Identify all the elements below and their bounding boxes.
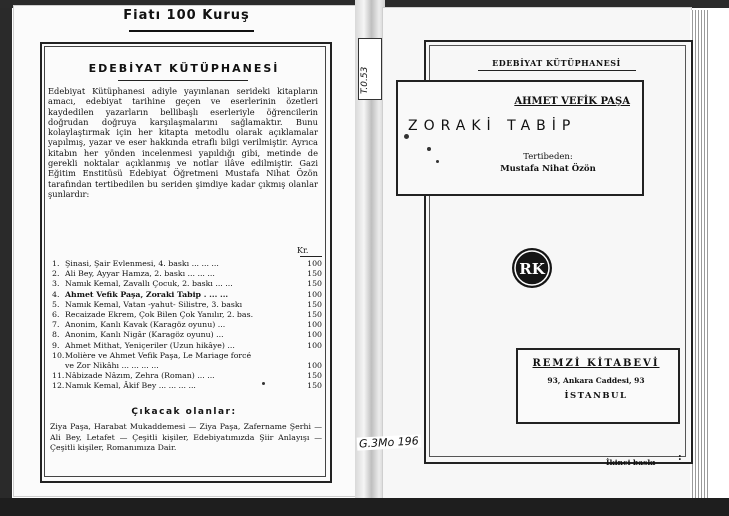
edition-note: İkinci baskı (606, 458, 656, 467)
book-title-continued: ve Zor Nikâhı ... ... ... ... (65, 360, 159, 370)
book-item (52, 320, 324, 330)
price-heading: Fiatı 100 Kuruş (123, 8, 250, 23)
book-price: 150 (307, 299, 322, 309)
book-number: 11. (52, 371, 65, 381)
book-number: 1. (52, 259, 60, 268)
series-title: EDEBİYAT KÜTÜPHANESİ (88, 62, 280, 75)
library-stamp-text: T.0.53 (360, 66, 370, 94)
book-item (52, 381, 324, 391)
forthcoming-heading: Çıkacak olanlar: (131, 407, 237, 417)
book-price: 100 (307, 340, 322, 350)
book-title: Namık Kemal, Âkif Bey ... ... ... ... (65, 381, 196, 391)
ink-speck (427, 147, 431, 151)
book-title: Namık Kemal, Zavallı Çocuk, 2. baskı ... ... (65, 279, 233, 289)
book-item (52, 330, 324, 340)
book-title: Ahmet Vefik Paşa, Zoraki Tabip . ... ... (65, 289, 229, 299)
book-price: 150 (307, 269, 322, 279)
book-title: Anonim, Kanlı Kavak (Karagöz oyunu) ... (65, 320, 226, 330)
scanner-edge-left (0, 0, 12, 516)
book-item (52, 371, 324, 381)
author-name: AHMET VEFİK PAŞA (514, 96, 630, 107)
book-item (52, 269, 324, 279)
book-item (52, 300, 324, 310)
book-title: Anonim, Kanlı Nigâr (Karagöz oyunu) ... (65, 330, 224, 340)
book-title: Şinasi, Şair Evlenmesi, 4. baskı ... ... ... (65, 259, 219, 268)
currency-label: Kr. (297, 246, 309, 255)
price-underline (129, 30, 254, 32)
library-name-rule (478, 70, 636, 71)
rk-monogram-icon (512, 248, 552, 288)
book-title: Nâbizade Nâzım, Zehra (Roman) ... ... (65, 371, 215, 381)
book-number: 5. (52, 299, 60, 309)
book-price: 100 (307, 360, 322, 370)
book-title: Recaizade Ekrem, Çok Bilen Çok Yanılır, 2. bas. (65, 309, 254, 319)
ink-speck (404, 134, 409, 139)
handwritten-note: G.3Mo 196 (358, 434, 420, 451)
publisher-name: REMZİ KİTABEVİ (532, 358, 660, 369)
work-title: ZORAKİ TABİP (408, 118, 577, 134)
book-number: 2. (52, 269, 60, 279)
publisher-address: 93, Ankara Caddesi, 93 (547, 376, 645, 385)
book-price: 100 (307, 330, 322, 340)
currency-rule (300, 256, 322, 257)
book-number: 4. (52, 289, 60, 299)
editor-label: Tertibeden: (523, 152, 573, 162)
book-list (52, 259, 324, 391)
editor-name: Mustafa Nihat Özön (500, 164, 596, 174)
book-price: 100 (307, 289, 322, 299)
forthcoming-text: Ziya Paşa, Harabat Mukaddemesi — Ziya Paşa, Zafername Şerhi — Ali Bey, Letafet — Çeşitli kişiler, Edebiyatımızda Şiir Anlayışı — Çeşitli kişiler, Romanımıza Dair. (50, 422, 322, 452)
book-number: 8. (52, 330, 60, 340)
series-intro (48, 86, 318, 199)
book-item (52, 259, 324, 269)
book-title: Molière ve Ahmet Vefik Paşa, Le Mariage forcé (65, 350, 252, 360)
book-number: 12. (52, 381, 65, 391)
book-item (52, 341, 324, 351)
publisher-logo (512, 248, 552, 288)
book-price: 150 (307, 371, 322, 381)
ink-speck (436, 160, 439, 163)
ink-speck (262, 382, 265, 385)
series-title-rule (118, 80, 248, 81)
book-price: 150 (307, 309, 322, 319)
library-name: EDEBİYAT KÜTÜPHANESİ (492, 58, 621, 68)
book-number: 7. (52, 320, 60, 330)
book-item (52, 351, 324, 371)
book-title: Ali Bey, Ayyar Hamza, 2. baskı ... ... ... (65, 269, 215, 279)
book-number: 6. (52, 309, 60, 319)
edition-mark: : (678, 452, 682, 463)
book-title: Namık Kemal, Vatan -yahut- Silistre, 3. baskı (65, 299, 243, 309)
logo-letters: RK (519, 260, 545, 278)
book-item (52, 290, 324, 300)
publisher-city: İSTANBUL (564, 391, 628, 401)
book-price: 150 (307, 381, 322, 391)
series-intro-text: Edebiyat Kütüphanesi adiyle yayınlanan serideki kitapların amacı, edebiyat tarihine geçen ve eserlerinin özetleri kaydedilen yazarların bellibaşlı eserleriyle öğrencilerin doğrudan doğruya karşılaşmalarını sağlamaktır. Bunu kolaylaştırmak için her kitapta metodlu olarak açıklamalar yapılmış, yazar ve eser hakkında etraflı bilgi verilmiştir. Ayrıca kitabın her yönden incelenmesi yapıldığı gibi, metinde de gerekli noktalar açıklanmış ve notlar ilâve edilmiştir. Gazi Eğitim Enstitüsü Edebiyat Öğretmeni Mustafa Nihat Özön tarafından tertibedilen bu seriden şimdiye kadar çıkmış olanlar şunlardır: (48, 86, 318, 199)
book-price: 150 (307, 279, 322, 289)
book-price: 100 (307, 320, 322, 330)
book-price: 100 (307, 259, 322, 268)
book-item (52, 279, 324, 289)
scanner-edge-bottom (0, 498, 729, 516)
book-item (52, 310, 324, 320)
book-number: 10. (52, 350, 65, 360)
book-number: 3. (52, 279, 60, 289)
book-number: 9. (52, 340, 60, 350)
book-title: Ahmet Mithat, Yeniçeriler (Uzun hikâye) ... (65, 340, 235, 350)
